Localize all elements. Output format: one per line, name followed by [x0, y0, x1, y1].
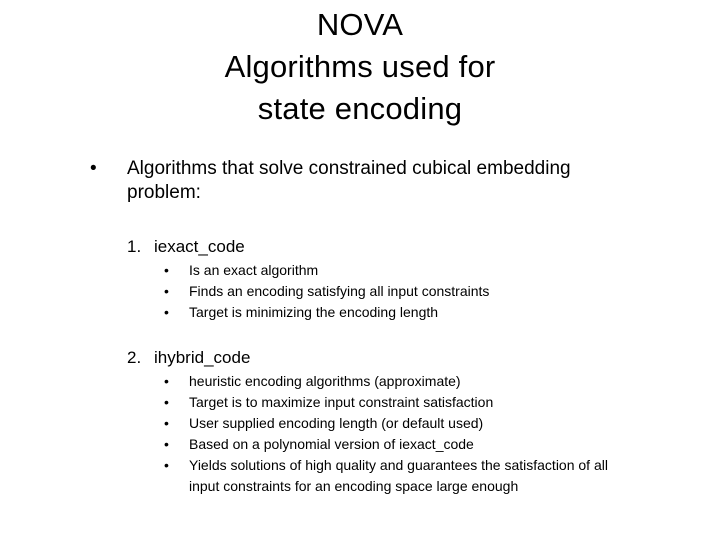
main-bullet-line-1: Algorithms that solve constrained cubical embedding [127, 158, 571, 179]
bullet-dot-icon: • [164, 373, 169, 389]
title-line-2: Algorithms used for [224, 49, 496, 84]
item-label: ihybrid_code [154, 348, 251, 367]
main-bullet-line-2: problem: [127, 182, 201, 203]
list-item: • Target is minimizing the encoding length [164, 302, 704, 323]
ihybrid-code-bullets [164, 371, 704, 497]
list-item: • Finds an encoding satisfying all input constraints [164, 281, 704, 302]
main-bullet-text [127, 157, 697, 205]
slide-title [0, 4, 720, 130]
iexact-code-bullets [164, 260, 704, 323]
bullet-dot-icon: • [164, 394, 169, 410]
list-item: • User supplied encoding length (or default used) [164, 413, 704, 434]
list-item-continuation: input constraints for an encoding space large enough [189, 478, 519, 494]
list-item-ihybrid-code [127, 347, 250, 369]
item-number: 1. [127, 237, 142, 256]
list-item: • Target is to maximize input constraint satisfaction [164, 392, 704, 413]
bullet-dot-icon: • [164, 283, 169, 299]
bullet-dot-icon: • [164, 415, 169, 431]
bullet-dot-icon: • [164, 304, 169, 320]
bullet-dot-icon: • [164, 262, 169, 278]
list-item: • Yields solutions of high quality and guarantees the satisfaction of all [164, 455, 704, 476]
item-label: iexact_code [154, 237, 245, 256]
list-item: • Based on a polynomial version of iexact_code [164, 434, 704, 455]
bullet-dot-icon: • [164, 436, 169, 452]
item-number: 2. [127, 348, 142, 367]
list-item: • heuristic encoding algorithms (approximate) [164, 371, 704, 392]
bullet-dot-icon: • [90, 158, 97, 179]
title-line-3: state encoding [257, 91, 463, 126]
title-line-1: NOVA [316, 7, 404, 42]
list-item: • Is an exact algorithm [164, 260, 704, 281]
list-item-iexact-code [127, 236, 245, 258]
bullet-dot-icon: • [164, 457, 169, 473]
